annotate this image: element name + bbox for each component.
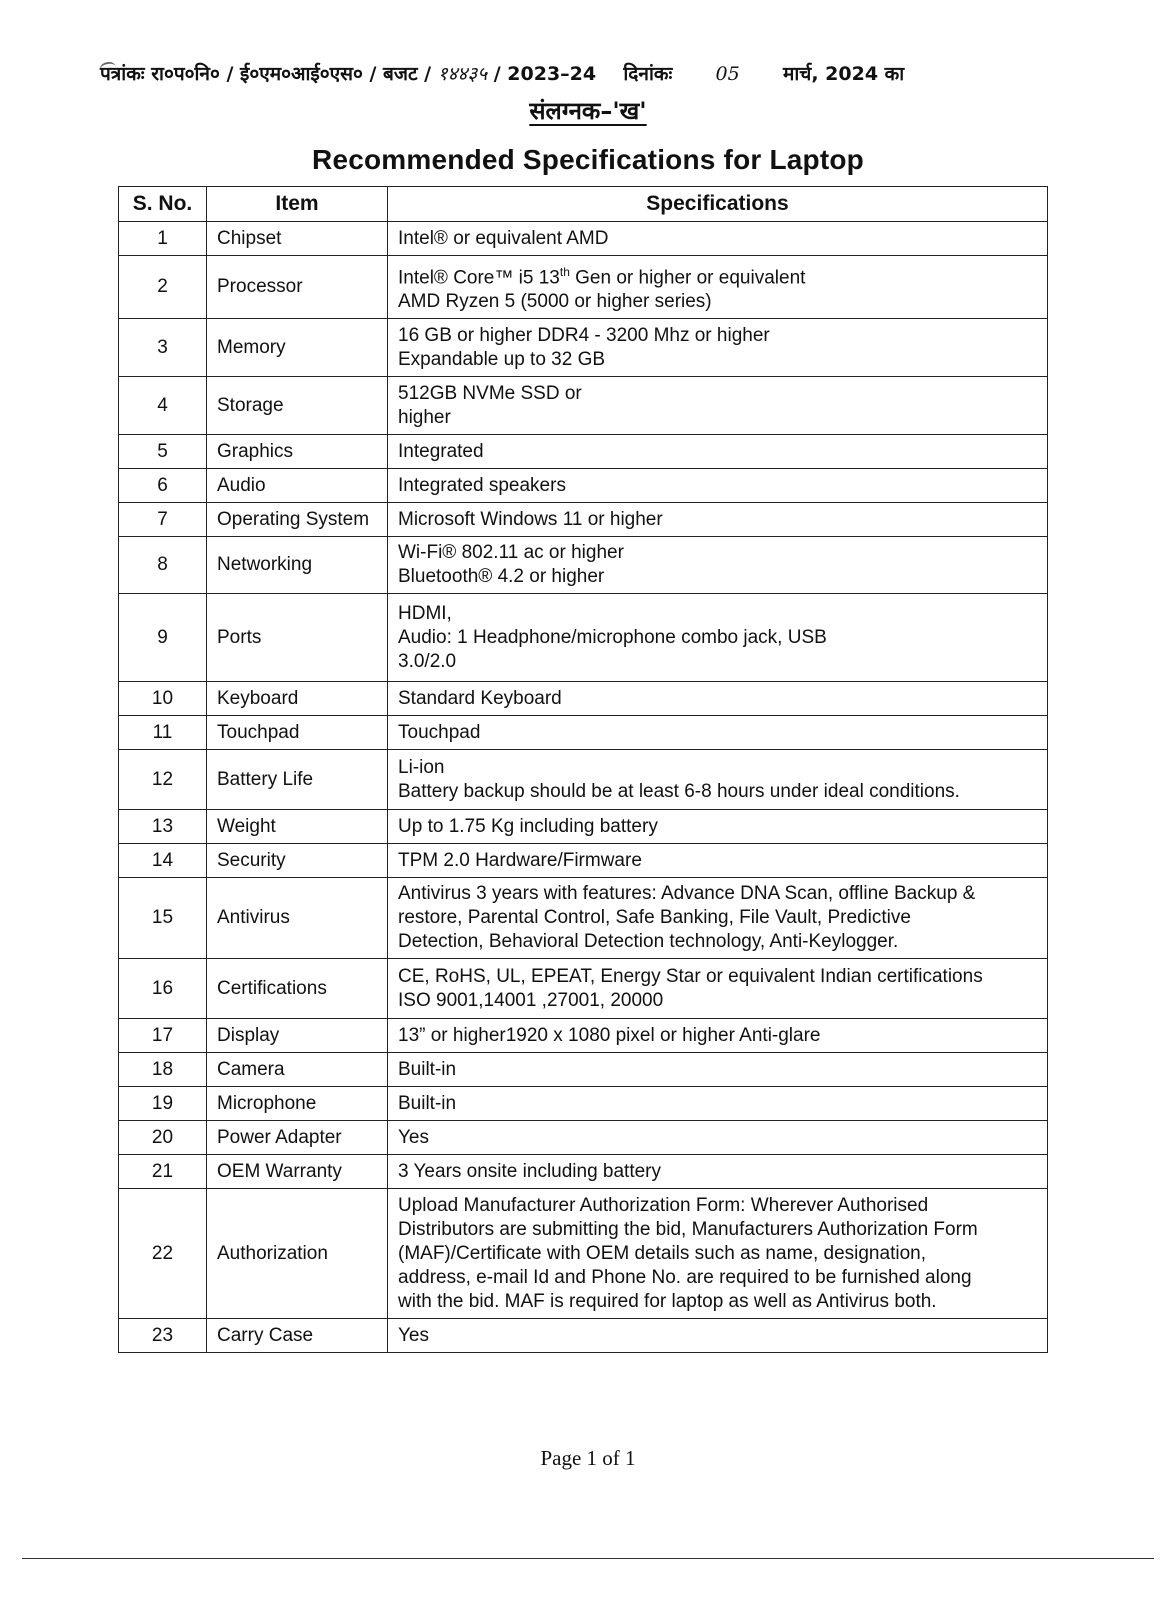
spec-line: ISO 9001,14001 ,27001, 20000 [398,989,664,1011]
header-specifications: Specifications [388,187,1048,222]
row-sno: 7 [119,503,207,537]
table-row [119,1121,1048,1155]
row-specifications [388,716,1048,750]
row-specifications [388,537,1048,594]
row-specifications [388,1087,1048,1121]
row-sno: 2 [119,256,207,319]
row-sno: 18 [119,1053,207,1087]
ref-year: / 2023–24 [493,63,597,85]
row-specifications [388,844,1048,878]
header-sno: S. No. [119,187,207,222]
row-sno: 8 [119,537,207,594]
table-row [119,256,1048,319]
row-sno: 11 [119,716,207,750]
reference-line [100,60,1050,86]
spec-line: with the bid. MAF is required for laptop as well as Antivirus both. [398,1290,937,1312]
spec-line: Li-ion [398,756,445,778]
row-item: Ports [207,594,388,682]
spec-line: restore, Parental Control, Safe Banking, File Vault, Predictive [398,907,911,929]
spec-line: Touchpad [398,721,481,743]
row-sno: 17 [119,1019,207,1053]
table-header-row [119,187,1048,222]
row-sno: 12 [119,750,207,810]
row-item: Power Adapter [207,1121,388,1155]
row-item: Camera [207,1053,388,1087]
row-sno: 20 [119,1121,207,1155]
spec-line: 3.0/2.0 [398,650,457,672]
row-item: Audio [207,469,388,503]
table-row [119,435,1048,469]
spec-line: 512GB NVMe SSD or [398,382,582,404]
row-sno: 13 [119,810,207,844]
row-item: OEM Warranty [207,1155,388,1189]
row-item: Authorization [207,1189,388,1319]
row-specifications [388,503,1048,537]
table-row [119,878,1048,959]
table-row [119,1155,1048,1189]
spec-line: Standard Keyboard [398,687,562,709]
row-specifications [388,377,1048,435]
row-specifications [388,959,1048,1019]
row-item: Touchpad [207,716,388,750]
row-item: Chipset [207,222,388,256]
bottom-rule [22,1558,1154,1559]
ref-text: रा०प०नि० / ई०एम०आई०एस० / बजट / [151,63,432,85]
spec-line: Yes [398,1126,429,1148]
row-specifications [388,750,1048,810]
row-item: Storage [207,377,388,435]
row-item: Processor [207,256,388,319]
row-specifications [388,256,1048,319]
row-sno: 16 [119,959,207,1019]
spec-line: Microsoft Windows 11 or higher [398,508,663,530]
table-body [119,222,1048,1353]
spec-line: Expandable up to 32 GB [398,348,606,370]
row-specifications [388,435,1048,469]
table-row [119,1019,1048,1053]
row-sno: 9 [119,594,207,682]
spec-line: higher [398,406,451,428]
page-title: Recommended Specifications for Laptop [312,144,864,175]
spec-line: Audio: 1 Headphone/microphone combo jack, USB [398,626,827,648]
row-specifications [388,469,1048,503]
spec-line: Battery backup should be at least 6-8 hours under ideal conditions. [398,780,960,802]
spec-line: (MAF)/Certificate with OEM details such as name, designation, [398,1242,926,1264]
spec-line: Bluetooth® 4.2 or higher [398,566,605,588]
row-item: Display [207,1019,388,1053]
table-row [119,594,1048,682]
row-specifications [388,1019,1048,1053]
spec-line: TPM 2.0 Hardware/Firmware [398,849,642,871]
spec-line: Yes [398,1324,429,1346]
row-item: Security [207,844,388,878]
row-sno: 10 [119,682,207,716]
ref-prefix: पत्रांकः [100,63,145,85]
spec-line: address, e-mail Id and Phone No. are required to be furnished along [398,1266,972,1288]
row-sno: 3 [119,319,207,377]
spec-line: CE, RoHS, UL, EPEAT, Energy Star or equivalent Indian certifications [398,965,983,987]
table-row [119,1319,1048,1353]
row-sno: 5 [119,435,207,469]
page-footer: Page 1 of 1 [540,1446,636,1470]
row-sno: 19 [119,1087,207,1121]
row-specifications [388,810,1048,844]
header-item: Item [207,187,388,222]
spec-line: Up to 1.75 Kg including battery [398,815,658,837]
row-sno: 6 [119,469,207,503]
row-sno: 1 [119,222,207,256]
annexure-label: संलग्नक–'ख' [529,97,647,125]
row-item: Weight [207,810,388,844]
row-sno: 21 [119,1155,207,1189]
annexure-heading [0,94,1176,127]
table-row [119,682,1048,716]
row-item: Microphone [207,1087,388,1121]
row-sno: 14 [119,844,207,878]
table-row [119,750,1048,810]
row-specifications [388,222,1048,256]
table-row [119,1053,1048,1087]
table-row [119,503,1048,537]
row-item: Graphics [207,435,388,469]
spec-line: 3 Years onsite including battery [398,1160,662,1182]
table-row [119,844,1048,878]
table-row [119,959,1048,1019]
table-row [119,222,1048,256]
spec-line: Wi-Fi® 802.11 ac or higher [398,542,624,564]
row-item: Operating System [207,503,388,537]
spec-line: Built-in [398,1092,457,1114]
spec-line: AMD Ryzen 5 (5000 or higher series) [398,291,712,313]
spec-table [118,186,1048,1353]
row-specifications [388,682,1048,716]
spec-line: Built-in [398,1058,457,1080]
spec-line: HDMI, [398,602,452,624]
row-item: Battery Life [207,750,388,810]
row-sno: 4 [119,377,207,435]
spec-line: Integrated [398,440,484,462]
row-sno: 23 [119,1319,207,1353]
row-item: Certifications [207,959,388,1019]
row-specifications [388,878,1048,959]
table-row [119,377,1048,435]
date-label: दिनांकः [623,63,673,85]
table-row [119,810,1048,844]
spec-line: Distributors are submitting the bid, Manufacturers Authorization Form [398,1218,978,1240]
row-item: Keyboard [207,682,388,716]
spec-line: Integrated speakers [398,474,566,496]
row-item: Memory [207,319,388,377]
table-row [119,319,1048,377]
row-sno: 22 [119,1189,207,1319]
row-specifications [388,1319,1048,1353]
row-sno: 15 [119,878,207,959]
table-row [119,716,1048,750]
row-specifications [388,1155,1048,1189]
row-specifications [388,319,1048,377]
row-specifications [388,1189,1048,1319]
spec-line: Intel® or equivalent AMD [398,227,609,249]
spec-line: Antivirus 3 years with features: Advance DNA Scan, offline Backup & [398,883,976,905]
spec-line: Intel® Core™ i5 13th Gen or higher or equivalent [398,265,806,289]
date-rest: मार्च, 2024 का [782,63,905,85]
row-item: Carry Case [207,1319,388,1353]
date-day-handwritten: 05 [715,63,740,85]
row-specifications [388,1121,1048,1155]
table-row [119,1189,1048,1319]
row-item: Networking [207,537,388,594]
spec-line: Upload Manufacturer Authorization Form: Wherever Authorised [398,1194,929,1216]
ref-number-handwritten: १४४३५ [437,63,488,85]
spec-line: Detection, Behavioral Detection technology, Anti-Keylogger. [398,931,899,953]
spec-line: 13” or higher1920 x 1080 pixel or higher Anti-glare [398,1024,821,1046]
row-specifications [388,1053,1048,1087]
table-row [119,537,1048,594]
spec-line: 16 GB or higher DDR4 - 3200 Mhz or higher [398,324,770,346]
row-item: Antivirus [207,878,388,959]
table-row [119,469,1048,503]
row-specifications [388,594,1048,682]
table-row [119,1087,1048,1121]
